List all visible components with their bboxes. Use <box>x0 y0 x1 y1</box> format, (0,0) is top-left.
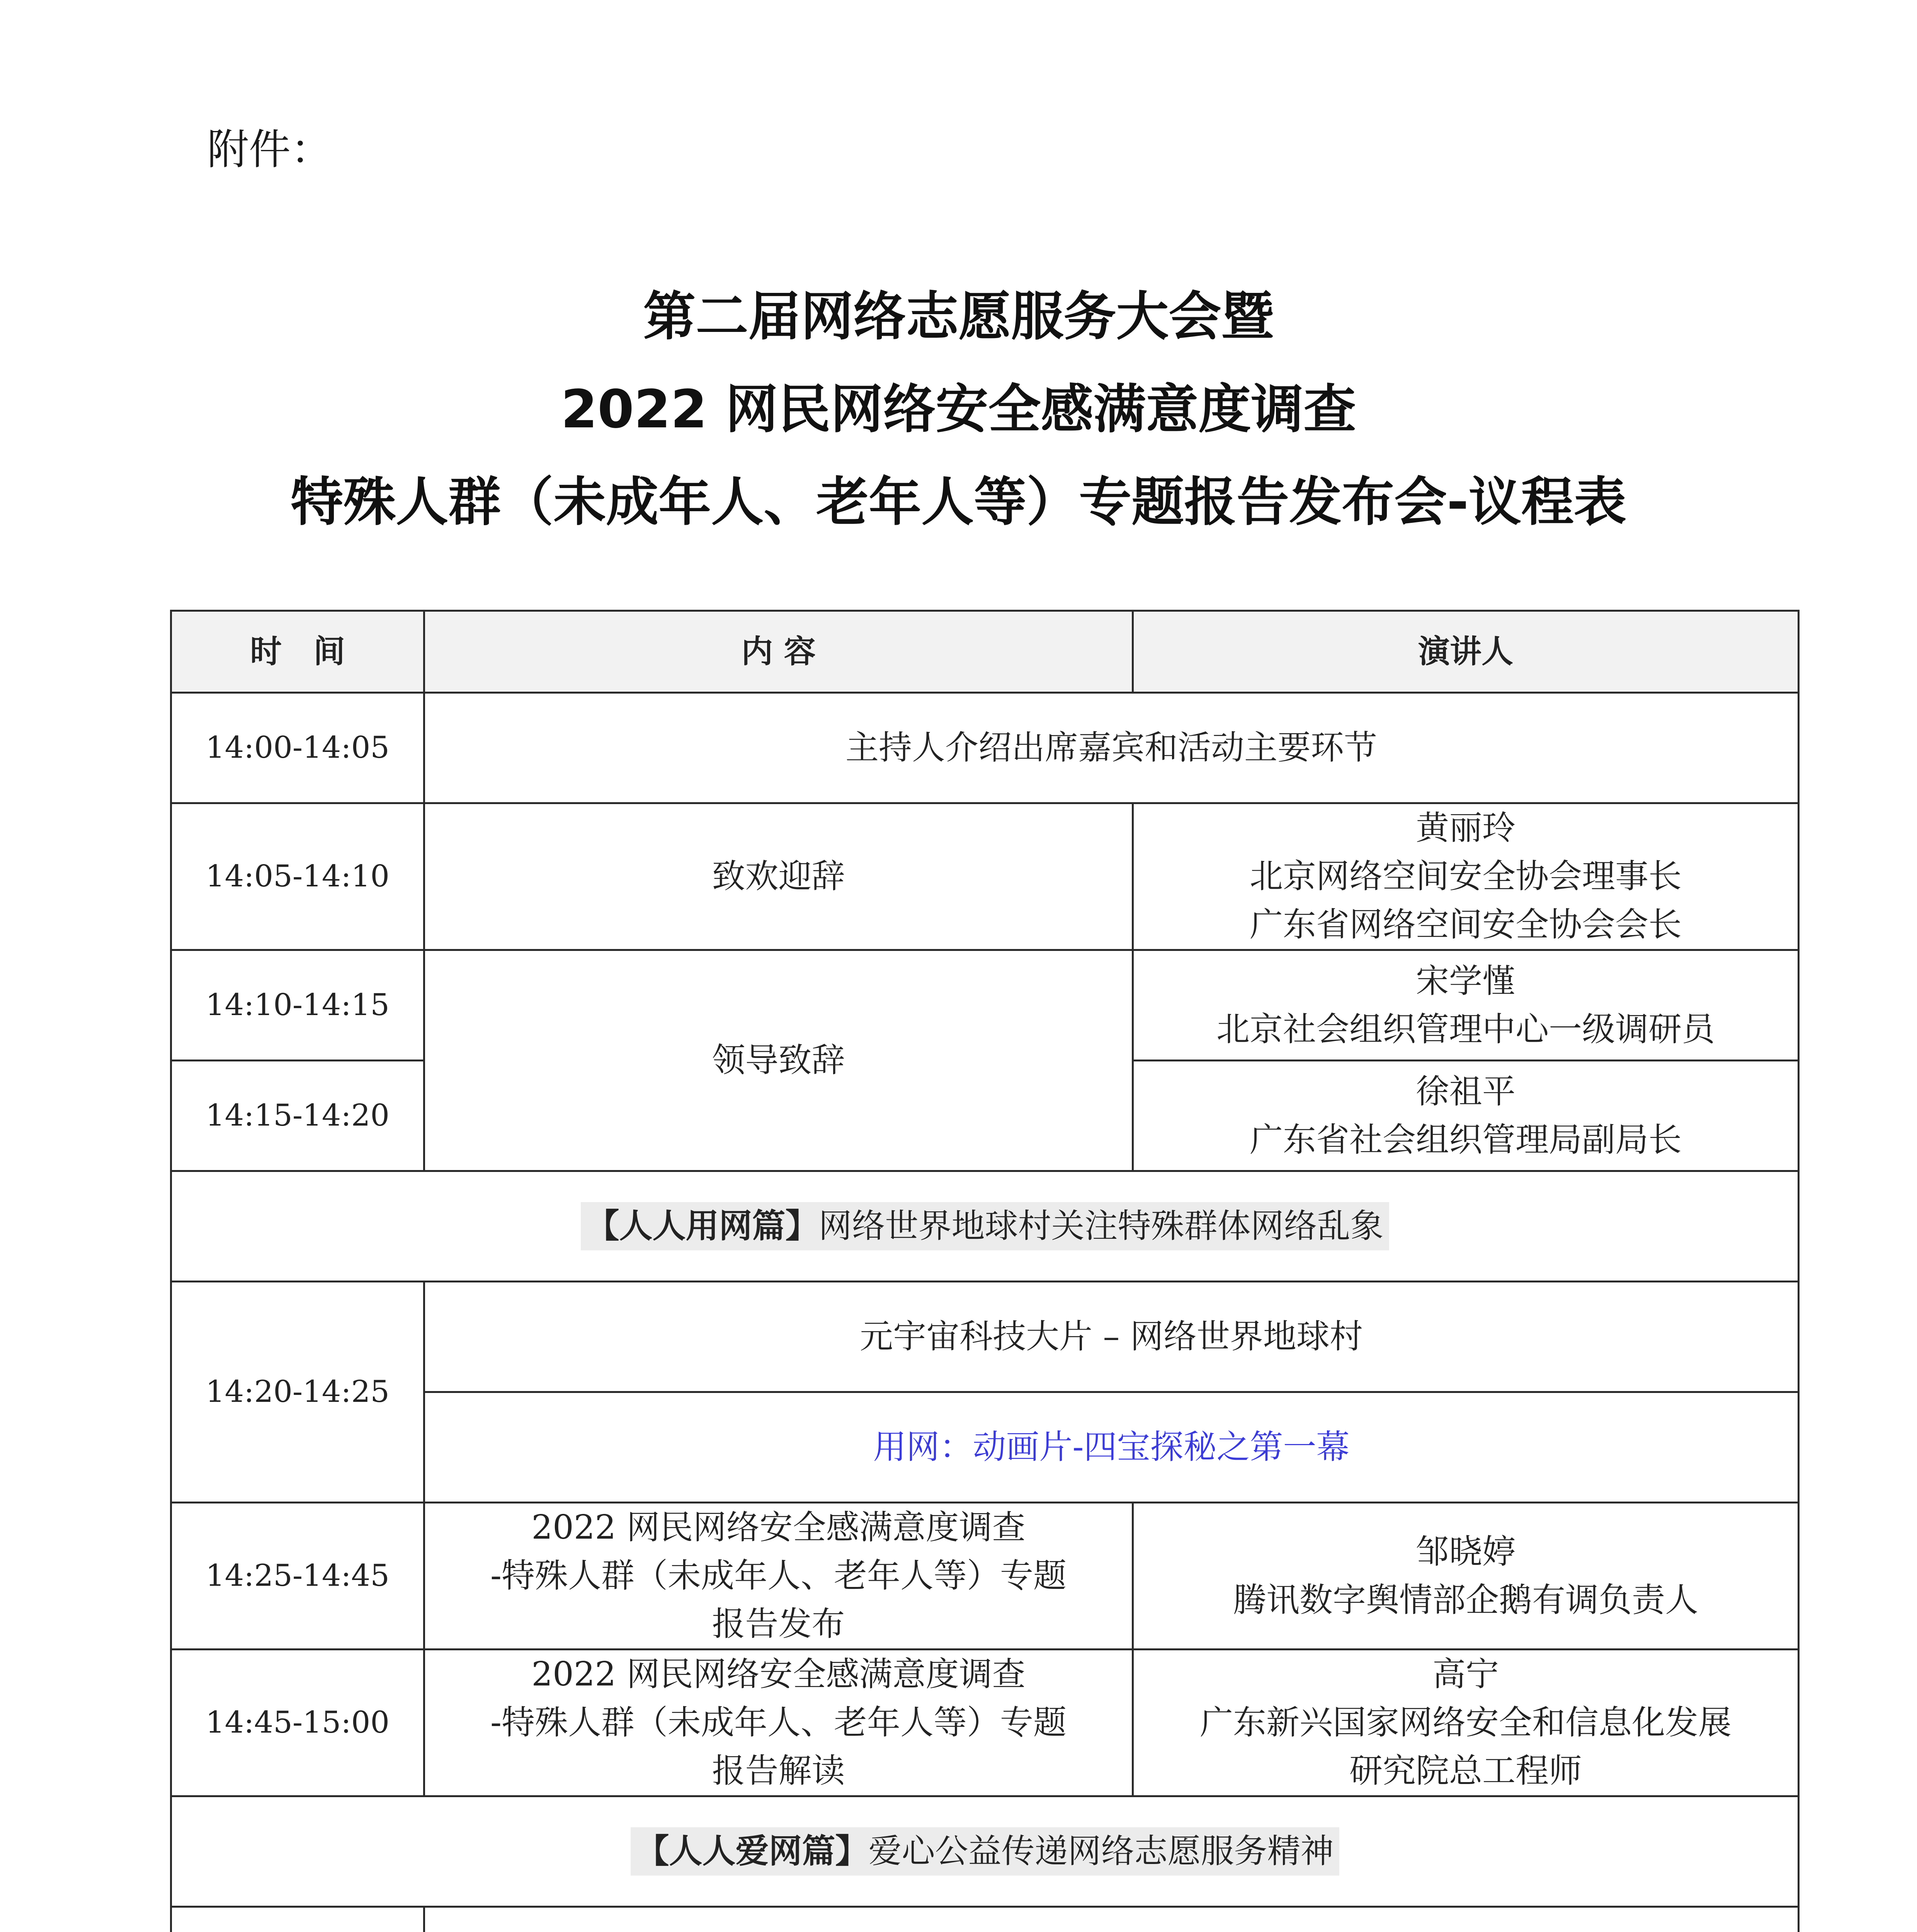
speaker-title: 北京社会组织管理中心一级调研员 <box>1216 1010 1715 1049</box>
table-header-row <box>171 611 1799 693</box>
table-row <box>171 950 1799 1061</box>
table-row <box>171 693 1799 803</box>
row-content: 用网：动画片-四宝探秘之第一幕 <box>424 1392 1799 1503</box>
header-speaker: 演讲人 <box>1133 611 1799 693</box>
table-row <box>171 1907 1799 1932</box>
content-line: -特殊人群（未成年人、老年人等）专题 <box>490 1703 1067 1742</box>
speaker-title: 北京网络空间安全协会理事长 <box>1250 857 1682 896</box>
row-time: 14:15-14:20 <box>171 1061 424 1171</box>
content-line: 报告解读 <box>712 1752 845 1790</box>
speaker-title: 广东省网络空间安全协会会长 <box>1250 905 1682 944</box>
table-row <box>171 803 1799 950</box>
speaker-name: 黄丽玲 <box>1416 809 1516 847</box>
table-row <box>171 1503 1799 1650</box>
row-speaker <box>1133 1503 1799 1650</box>
content-line: 2022 网民网络安全感满意度调查 <box>531 1508 1026 1547</box>
content-line: -特殊人群（未成年人、老年人等）专题 <box>490 1556 1067 1595</box>
section-heading <box>171 1796 1799 1907</box>
speaker-name: 高宁 <box>1432 1655 1499 1694</box>
header-time: 时 间 <box>171 611 424 693</box>
section-tag: 【人人爱网篇】 <box>636 1832 869 1871</box>
row-time: 14:45-15:00 <box>171 1650 424 1796</box>
title-line-1: 第二届网络志愿服务大会暨 <box>643 286 1274 347</box>
speaker-title: 广东省社会组织管理局副局长 <box>1250 1120 1682 1159</box>
content-line: 2022 网民网络安全感满意度调查 <box>531 1655 1026 1694</box>
speaker-name: 徐祖平 <box>1416 1072 1516 1111</box>
row-time: 14:20-14:25 <box>171 1282 424 1503</box>
row-content: 主持人介绍出席嘉宾和活动主要环节 <box>424 693 1799 803</box>
row-time: 14:00-14:05 <box>171 693 424 803</box>
title-line-3: 特殊人群（未成年人、老年人等）专题报告发布会-议程表 <box>291 472 1626 533</box>
content-line: 报告发布 <box>712 1605 845 1643</box>
row-time: 14:10-14:15 <box>171 950 424 1061</box>
row-content: 致欢迎辞 <box>424 803 1133 950</box>
row-time <box>171 1907 424 1932</box>
table-row <box>171 1282 1799 1392</box>
table-row <box>171 1650 1799 1796</box>
section-text: 网络世界地球村关注特殊群体网络乱象 <box>818 1207 1384 1245</box>
row-speaker <box>1133 803 1799 950</box>
speaker-title: 腾讯数字舆情部企鹅有调负责人 <box>1233 1580 1698 1619</box>
row-time: 14:25-14:45 <box>171 1503 424 1650</box>
title-line-2: 2022 网民网络安全感满意度调查 <box>561 379 1356 440</box>
row-content <box>424 1503 1133 1650</box>
speaker-title: 广东新兴国家网络安全和信息化发展 <box>1200 1703 1732 1742</box>
row-content: 元宇宙科技大片 – 网络世界地球村 <box>424 1282 1799 1392</box>
section-heading <box>171 1171 1799 1282</box>
row-content <box>424 1650 1133 1796</box>
row-content <box>424 1907 1799 1932</box>
section-tag: 【人人用网篇】 <box>586 1207 819 1245</box>
agenda-table <box>170 610 1800 1932</box>
speaker-name: 宋学慬 <box>1416 961 1516 1000</box>
row-speaker <box>1133 1061 1799 1171</box>
row-content: 领导致辞 <box>424 950 1133 1171</box>
attachment-label: 附件： <box>207 126 333 174</box>
speaker-title: 研究院总工程师 <box>1349 1752 1582 1790</box>
row-time: 14:05-14:10 <box>171 803 424 950</box>
section-row <box>171 1796 1799 1907</box>
section-text: 爱心公益传递网络志愿服务精神 <box>868 1832 1334 1871</box>
row-speaker <box>1133 950 1799 1061</box>
section-row <box>171 1171 1799 1282</box>
document-title <box>0 270 1917 549</box>
speaker-name: 邹晓婷 <box>1416 1532 1516 1571</box>
header-content: 内 容 <box>424 611 1133 693</box>
row-speaker <box>1133 1650 1799 1796</box>
